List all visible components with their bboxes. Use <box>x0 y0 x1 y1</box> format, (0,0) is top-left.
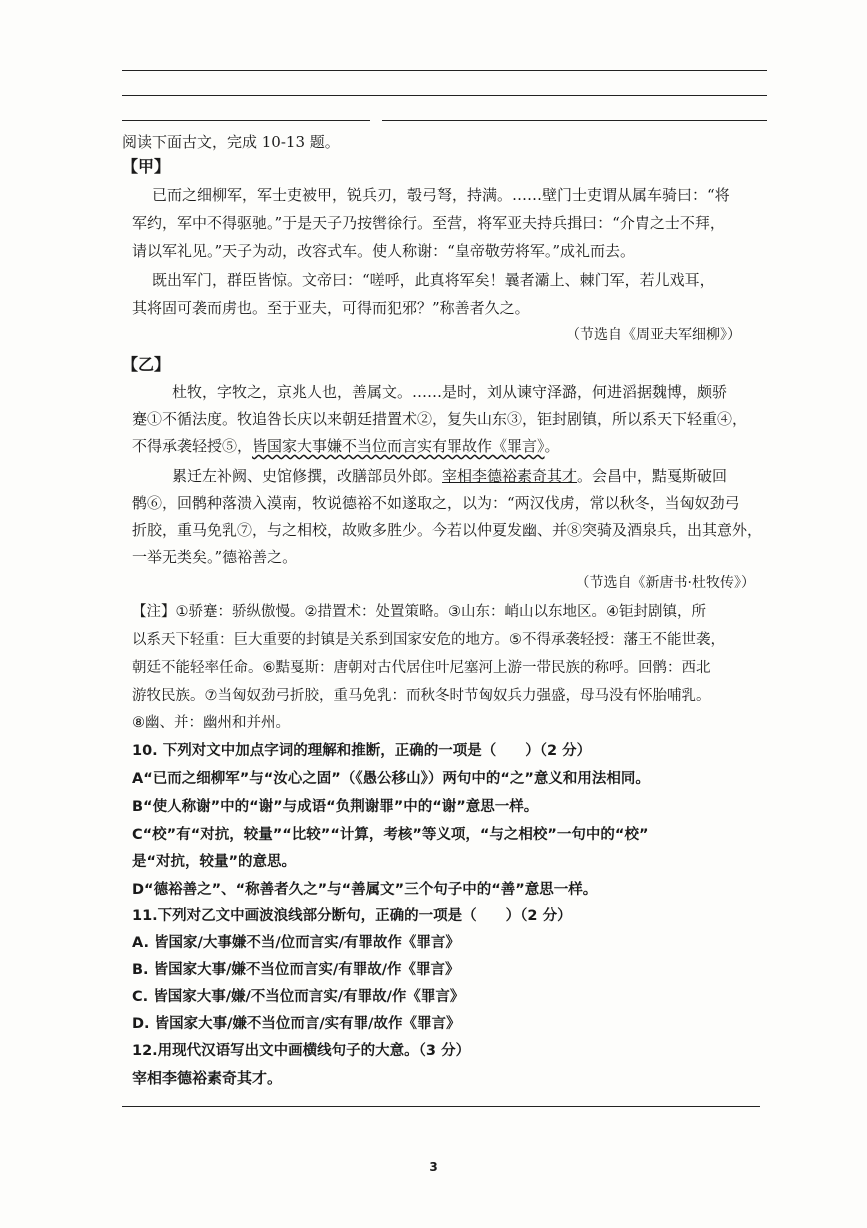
answer-line-2 <box>122 95 767 96</box>
q10-option-c-line2: 是“对抗，较量”的意思。 <box>132 854 297 870</box>
yi-p1-line1: 杜牧，字牧之，京兆人也，善属文。……是时，刘从谏守泽潞，何进滔据魏博，颇骄 <box>172 383 728 401</box>
yi-p2-line1 <box>172 466 807 486</box>
jia-p2-line2: 其将固可袭而虏也。至于亚夫，可得而犯邪？”称善者久之。 <box>132 299 530 317</box>
notes-line4: 游牧民族。⑦当匈奴劲弓折胶，重马免乳：而秋冬时节匈奴兵力强盛，母马没有怀胎哺乳。 <box>132 688 711 704</box>
yi-p2-line3: 折胶，重马免乳⑦，与之相校，故败多胜少。今若以仲夏发幽、并⑧突骑及酒泉兵，出其意外， <box>132 521 763 539</box>
q10-option-a: A“已而之细柳军”与“汝心之固”（《愚公移山》）两句中的“之”意义和用法相同。 <box>132 771 650 787</box>
yi-source: （节选自《新唐书·杜牧传》） <box>575 575 755 591</box>
yi-p1-line3-start: 不得承袭轻授⑤， <box>132 437 253 455</box>
notes-line3: 朝廷不能轻率任命。⑥黠戛斯：唐朝对古代居住叶尼塞河上游一带民族的称呼。回鹘：西北 <box>132 660 711 676</box>
q11-option-c: C. 皆国家大事/嫌/不当位而言实/有罪故/作《罪言》 <box>132 989 465 1005</box>
q10-option-b: B“使人称谢”中的“谢”与成语“负荆谢罪”中的“谢”意思一样。 <box>132 799 539 815</box>
q12-stem: 12.用现代汉语写出文中画横线句子的大意。（3 分） <box>132 1043 471 1059</box>
q11-option-d: D. 皆国家大事/嫌不当位而言/实有罪/故作《罪言》 <box>132 1016 461 1032</box>
jia-p1-line2: 军约，军中不得驱驰。”于是天子乃按辔徐行。至营，将军亚夫持兵揖曰：“介胄之士不拜， <box>132 214 725 232</box>
yi-p2-line1-end: 。会昌中，黠戛斯破回 <box>577 467 728 485</box>
q11-stem: 11.下列对乙文中画波浪线部分断句，正确的一项是（ ）（2 分） <box>132 908 572 924</box>
answer-line-3a <box>122 120 370 121</box>
answer-line-3b <box>382 120 767 121</box>
underlined-sentence: 宰相李德裕素奇其才 <box>442 467 578 485</box>
q10-option-d: D“德裕善之”、“称善者久之”与“善属文”三个句子中的“善”意思一样。 <box>132 882 598 898</box>
notes-line5: ⑧幽、并：幽州和并州。 <box>132 715 290 731</box>
wavy-underlined-sentence: 皆国家大事嫌不当位而言实有罪故作《罪言》 <box>252 437 545 455</box>
yi-p2-line1-start: 累迁左补阙、史馆修撰，改膳部员外郎。 <box>172 467 443 485</box>
yi-p1-line3 <box>132 436 807 456</box>
q12-sentence: 宰相李德裕素奇其才。 <box>132 1069 283 1087</box>
q10-option-c-line1: C“校”有“对抗，较量”“比较”“计算，考核”等义项，“与之相校”一句中的“校” <box>132 827 649 843</box>
jia-p2-line1: 既出军门，群臣皆惊。文帝曰：“嗟呼，此真将军矣！曩者灞上、棘门军，若儿戏耳， <box>152 271 715 289</box>
section-yi-tag: 【乙】 <box>122 355 171 374</box>
notes-line2: 以系天下轻重：巨大重要的封镇是关系到国家安危的地方。⑤不得承袭轻授：藩王不能世袭， <box>132 632 725 648</box>
yi-p2-line2: 鹘⑥，回鹘种落溃入漠南，牧说德裕不如遂取之，以为：“两汉伐虏，常以秋冬，当匈奴劲弓 <box>132 494 740 512</box>
reading-intro: 阅读下面古文，完成 10-13 题。 <box>122 133 340 151</box>
q11-option-b: B. 皆国家大事/嫌不当位而言实/有罪故/作《罪言》 <box>132 962 460 978</box>
answer-line-1 <box>122 70 767 71</box>
jia-p1-line3: 请以军礼见。”天子为动，改容式车。使人称谢：“皇帝敬劳将军。”成礼而去。 <box>132 242 636 260</box>
jia-p1-line1: 已而之细柳军，军士吏被甲，锐兵刃，彀弓弩，持满。……壁门士吏谓从属车骑曰：“将 <box>152 186 730 204</box>
yi-p1-line3-end: 。 <box>544 437 560 455</box>
q10-stem: 10. 下列对文中加点字词的理解和推断，正确的一项是（ ）（2 分） <box>132 743 592 759</box>
jia-source: （节选自《周亚夫军细柳》） <box>566 327 741 343</box>
section-jia-tag: 【甲】 <box>122 157 171 176</box>
yi-p1-line2: 蹇①不循法度。牧追咎长庆以来朝廷措置术②，复失山东③，钜封剧镇，所以系天下轻重④， <box>132 410 748 428</box>
page-number: 3 <box>429 1160 438 1174</box>
yi-p2-line4: 一举无类矣。”德裕善之。 <box>132 548 298 566</box>
answer-line-bottom <box>122 1106 760 1107</box>
notes-line1: 【注】①骄蹇：骄纵傲慢。②措置术：处置策略。③山东：峭山以东地区。④钜封剧镇，所 <box>132 604 706 620</box>
q11-option-a: A. 皆国家/大事嫌不当/位而言实/有罪故作《罪言》 <box>132 935 460 951</box>
